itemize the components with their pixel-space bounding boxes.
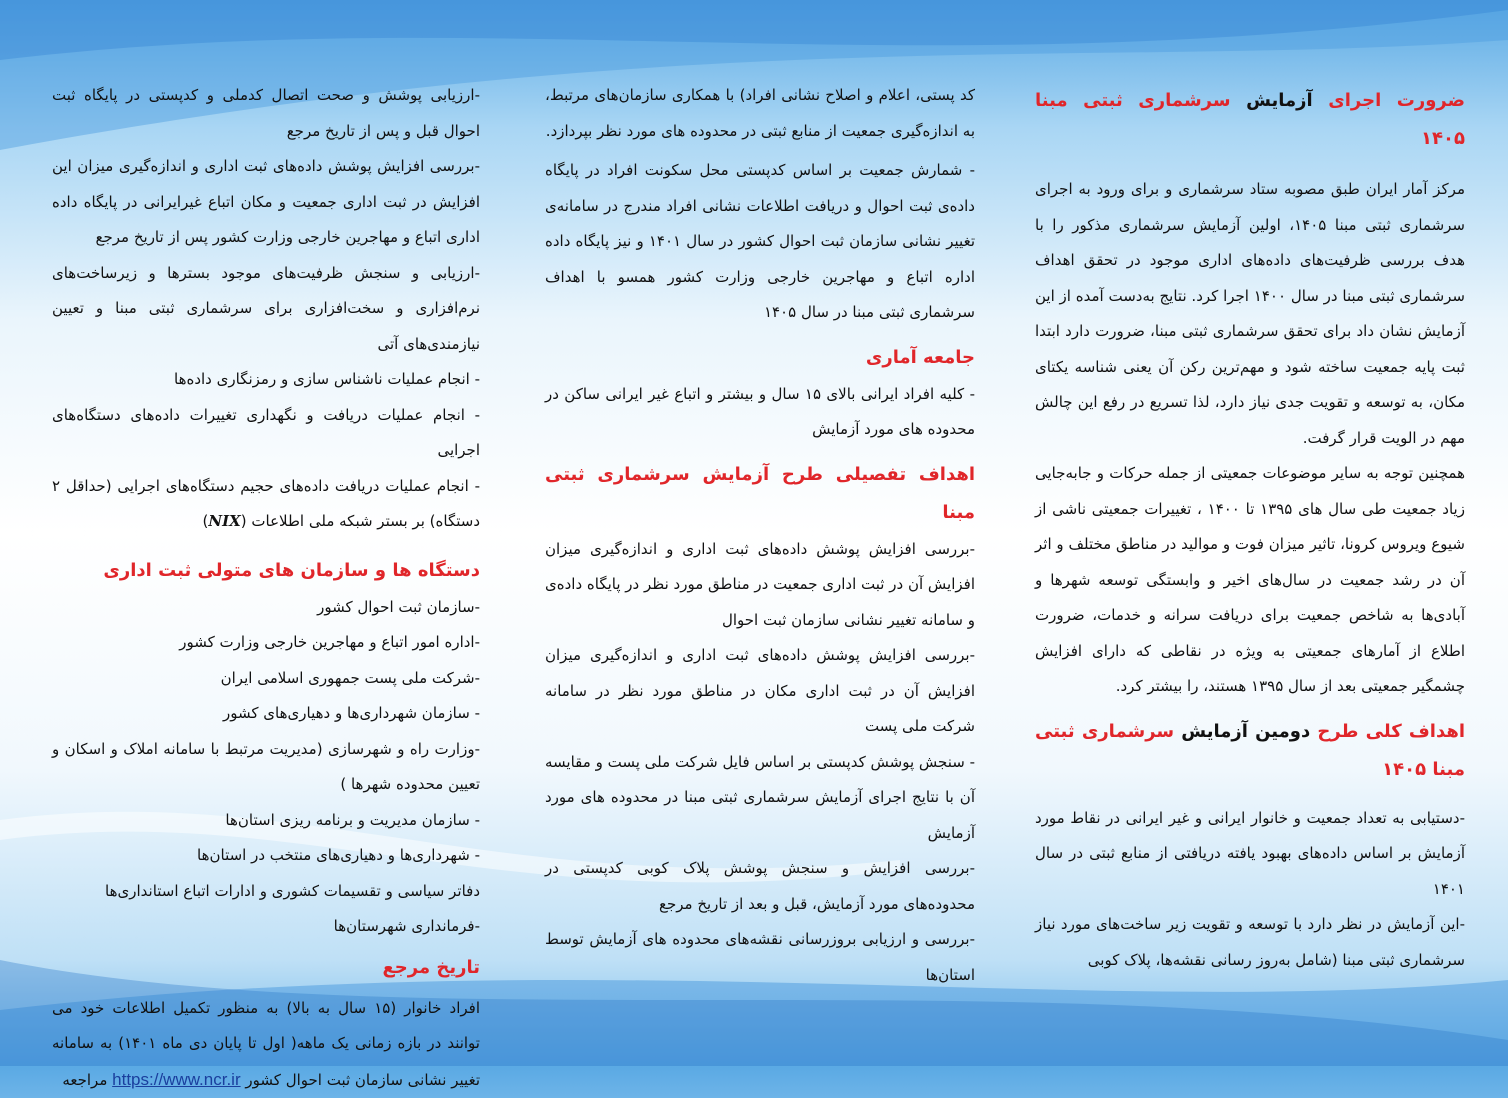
paragraph: کد پستی، اعلام و اصلاح نشانی افراد) با همکاری سازمان‌های مرتبط، به اندازه‌گیری جمعیت از منابع ثبتی در محدوده های مورد نظر بپردازد.	[545, 78, 975, 149]
nix-label: NIX	[208, 512, 240, 530]
org-item: -فرمانداری شهرستان‌ها	[52, 909, 480, 945]
org-item: -وزارت راه و شهرسازی (مدیریت مرتبط با سامانه املاک و اسکان و تعیین محدوده شهرها )	[52, 732, 480, 803]
paragraph	[52, 991, 480, 1098]
list-item-text: - انجام عملیات دریافت داده‌های حجیم دستگاه‌های اجرایی (حداقل ۲ دستگاه) بر بستر شبکه ملی اطلاعات (	[52, 477, 480, 531]
heading-reference-date: تاریخ مرجع	[52, 949, 480, 987]
paragraph: همچنین توجه به سایر موضوعات جمعیتی از جمله حرکات و جابه‌جایی زیاد جمعیت طی سال های ۱۳۹۵ تا ۱۴۰۰ ، تغییرات جمعیتی ناشی از شیوع ویروس کرونا، تاثیر میزان فوت و موالید در مناطق مختلف و اثر آن در رشد جمعیت در سال‌های اخیر و وابستگی توسعه شهرها و آبادی‌ها به شاخص جمعیت برای دریافت سرانه و خدمات، ضرورت اطلاع از آمارهای جمعیتی به ویژه در نقاطی که دارای افزایش چشمگیر جمعیتی بعد از سال ۱۳۹۵ هستند، را بیشتر کرد.	[1035, 456, 1465, 705]
heading-part: ضرورت اجرای	[1328, 90, 1465, 111]
list-item: -دستیابی به تعداد جمعیت و خانوار ایرانی و غیر ایرانی در نقاط مورد آزمایش بر اساس داده‌های بهبود یافته دریافتی از منابع ثبتی در سال ۱۴۰۱	[1035, 801, 1465, 908]
paragraph-text: مراجعه	[62, 1071, 107, 1089]
list-item-text: )	[203, 512, 209, 530]
list-item: -بررسی افزایش و سنجش پوشش پلاک کوبی کدپستی در محدوده‌های مورد آزمایش، قبل و بعد از تاریخ مرجع	[545, 851, 975, 922]
list-item: - انجام عملیات ناشناس سازی و رمزنگاری داده‌ها	[52, 362, 480, 398]
list-item: -ارزیابی پوشش و صحت اتصال کدملی و کدپستی در پایگاه ثبت احوال قبل و پس از تاریخ مرجع	[52, 78, 480, 149]
org-item: - سازمان شهرداری‌ها و دهیاری‌های کشور	[52, 696, 480, 732]
org-item: دفاتر سیاسی و تقسیمات کشوری و ادارات اتباع استانداری‌ها	[52, 874, 480, 910]
list-item: -این آزمایش در نظر دارد با توسعه و تقویت زیر ساخت‌های مورد نیاز سرشماری ثبتی مبنا (شامل به‌روز رسانی نقشه‌ها، پلاک کوبی	[1035, 907, 1465, 978]
paragraph: - شمارش جمعیت بر اساس کدپستی محل سکونت افراد در پایگاه داده‌ی ثبت احوال و دریافت اطلاعات نشانی افراد مندرج در سامانه‌ی تغییر نشانی سازمان ثبت احوال کشور در سال ۱۴۰۱ و نیز پایگاه داده اداره اتباع و مهاجرین خارجی وزارت کشور همسو با اهداف سرشماری ثبتی مبنا در سال ۱۴۰۵	[545, 153, 975, 331]
heading-detailed-goals: اهداف تفصیلی طرح آزمایش سرشماری ثبتی مبنا	[545, 456, 975, 532]
org-item: - سازمان مدیریت و برنامه ریزی استان‌ها	[52, 803, 480, 839]
list-item: -بررسی افزایش پوشش داده‌های ثبت اداری و اندازه‌گیری میزان این افزایش در ثبت اداری جمعیت و مکان اتباع غیرایرانی در پایگاه داده اداری اتباع و مهاجرین خارجی وزارت کشور پس از تاریخ مرجع	[52, 149, 480, 256]
list-item	[52, 469, 480, 540]
paragraph: مرکز آمار ایران طبق مصوبه ستاد سرشماری و برای ورود به اجرای سرشماری ثبتی مبنا ۱۴۰۵، اولین آزمایش سرشماری مذکور را با هدف بررسی ظرفیت‌های داده‌های اداری موجود در تحقق اهداف سرشماری ثبتی مبنا در سال ۱۴۰۰ اجرا کرد. نتایج به‌دست آمده از این آزمایش نشان داد برای تحقق سرشماری ثبتی مبنا، ضرورت دارد ابتدا ثبت پایه جمعیت ساخته شود و مهم‌ترین رکن آن یعنی شناسه یکتای مکان، به توسعه و تقویت جدی نیاز دارد، لذا تسریع در رفع این چالش مهم در الویت قرار گرفت.	[1035, 172, 1465, 456]
heading-organizations: دستگاه ها و سازمان های متولی ثبت اداری	[52, 552, 480, 590]
org-item: -شرکت ملی پست جمهوری اسلامی ایران	[52, 661, 480, 697]
ncr-link[interactable]: https://www.ncr.ir	[112, 1070, 240, 1089]
heading-part: دومین آزمایش	[1181, 721, 1310, 742]
heading-general-goals	[1035, 713, 1465, 789]
paragraph: - کلیه افراد ایرانی بالای ۱۵ سال و بیشتر و اتباع غیر ایرانی ساکن در محدوده های مورد آزمایش	[545, 377, 975, 448]
list-item: -بررسی افزایش پوشش داده‌های ثبت اداری و اندازه‌گیری میزان افزایش آن در ثبت اداری مکان در مناطق مورد نظر در سامانه شرکت ملی پست	[545, 638, 975, 745]
heading-part: سرشماری ثبتی مبنا ۱۴۰۵	[1035, 90, 1465, 149]
heading-part: آزمایش	[1246, 90, 1313, 111]
list-item: - انجام عملیات دریافت و نگهداری تغییرات داده‌های دستگاه‌های اجرایی	[52, 398, 480, 469]
org-item: -اداره امور اتباع و مهاجرین خارجی وزارت کشور	[52, 625, 480, 661]
heading-part: سرشماری ثبتی مبنا ۱۴۰۵	[1035, 721, 1465, 780]
list-item: -ارزیابی و سنجش ظرفیت‌های موجود بسترها و زیرساخت‌های نرم‌افزاری و سخت‌افزاری برای سرشماری ثبتی مبنا و تعیین نیازمندی‌های آتی	[52, 256, 480, 363]
heading-necessity	[1035, 82, 1465, 158]
list-item: -بررسی و ارزیابی بروزرسانی نقشه‌های محدوده های آزمایش توسط استان‌ها	[545, 922, 975, 993]
column-right	[1035, 78, 1465, 978]
org-item: - شهرداری‌ها و دهیاری‌های منتخب در استان‌ها	[52, 838, 480, 874]
list-item: - سنجش پوشش کدپستی بر اساس فایل شرکت ملی پست و مقایسه آن با نتایج اجرای آزمایش سرشماری ثبتی مبنا در محدوده های مورد آزمایش	[545, 745, 975, 852]
heading-part: اهداف کلی طرح	[1317, 721, 1465, 742]
paragraph-text: افراد خانوار (۱۵ سال به بالا) به منظور تکمیل اطلاعات خود می توانند در بازه زمانی یک ماهه( اول تا پایان دی ماه ۱۴۰۱) به سامانه تغییر نشانی سازمان ثبت احوال کشور	[52, 999, 480, 1089]
column-middle	[545, 78, 975, 993]
org-item: -سازمان ثبت احوال کشور	[52, 590, 480, 626]
list-item: -بررسی افزایش پوشش داده‌های ثبت اداری و اندازه‌گیری میزان افزایش آن در ثبت اداری جمعیت در مناطق مورد نظر در پایگاه داده‌ی و سامانه تغییر نشانی سازمان ثبت احوال	[545, 532, 975, 639]
column-left	[52, 78, 480, 1098]
heading-population: جامعه آماری	[545, 339, 975, 377]
